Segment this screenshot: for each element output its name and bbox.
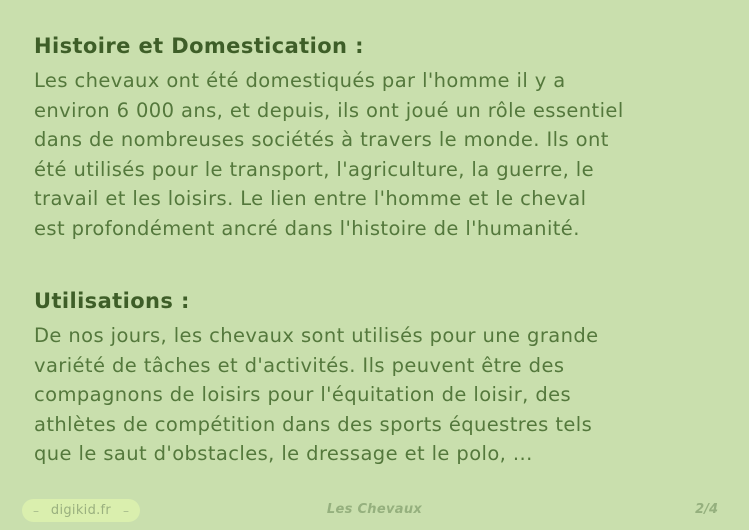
paragraph-line: que le saut d'obstacles, le dressage et le polo, ...	[34, 442, 533, 465]
paragraph-line: variété de tâches et d'activités. Ils peuvent être des	[34, 353, 565, 377]
paragraph-line: Les chevaux ont été domestiqués par l'homme il y a	[34, 69, 566, 92]
paragraph-line: athlètes de compétition dans des sports équestres tels	[34, 412, 593, 436]
section-histoire	[34, 34, 715, 243]
paragraph-line: est profondément ancré dans l'histoire de l'humanité.	[34, 216, 580, 240]
section-heading-utilisations: Utilisations :	[34, 289, 190, 313]
paragraph-line: environ 6 000 ans, et depuis, ils ont joué un rôle essentiel	[34, 98, 624, 122]
dash-icon: –	[123, 503, 129, 518]
section-utilisations	[34, 289, 715, 469]
page-indicator: 2/4	[695, 502, 718, 517]
paragraph-histoire	[34, 66, 715, 243]
paragraph-line: dans de nombreuses sociétés à travers le monde. Ils ont	[34, 128, 609, 151]
document-title: Les Chevaux	[326, 502, 423, 517]
paragraph-line: travail et les loisirs. Le lien entre l'homme et le cheval	[34, 187, 587, 210]
dash-icon: –	[33, 503, 39, 518]
paragraph-line: compagnons de loisirs pour l'équitation de loisir, des	[34, 383, 572, 406]
section-heading-histoire: Histoire et Domestication :	[34, 34, 364, 58]
brand-label: digikid.fr	[50, 503, 112, 518]
page-footer	[0, 499, 749, 523]
paragraph-line: De nos jours, les chevaux sont utilisés pour une grande	[34, 324, 599, 347]
paragraph-utilisations	[34, 321, 715, 469]
paragraph-line: été utilisés pour le transport, l'agriculture, la guerre, le	[34, 157, 595, 181]
